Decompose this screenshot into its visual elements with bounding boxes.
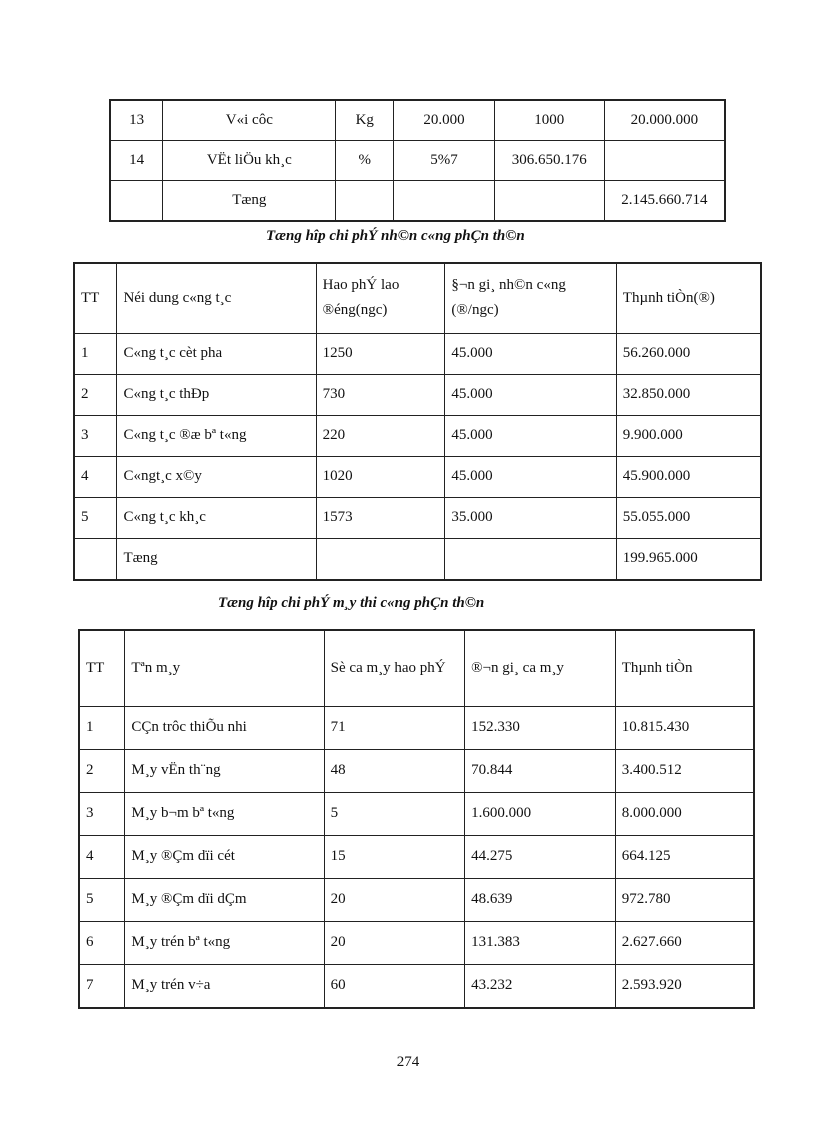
table-cell: 972.780 — [615, 878, 754, 921]
table-cell: 1020 — [316, 456, 445, 497]
page-number: 274 — [396, 1054, 420, 1070]
table-cell: 13 — [110, 100, 163, 141]
table-cell: V«i côc — [163, 100, 336, 141]
materials-table-continued — [109, 99, 726, 222]
table-cell: Tæng — [117, 538, 316, 580]
labor-cost-table-body — [74, 263, 761, 580]
machine-cost-table-body — [79, 630, 754, 1008]
table-cell: 1 — [74, 333, 117, 374]
table-row — [74, 333, 761, 374]
table-cell: 199.965.000 — [616, 538, 761, 580]
machine-cost-caption: Tæng hîp chi phÝ m¸y thi c«ng phÇn th©n — [218, 595, 485, 611]
table-cell: C«ng t¸c kh¸c — [117, 497, 316, 538]
table-cell: 10.815.430 — [615, 706, 754, 749]
materials-table-body — [110, 100, 725, 221]
table-header-cell: TT — [74, 263, 117, 333]
table-cell — [604, 141, 725, 181]
table-row — [79, 878, 754, 921]
table-cell: 1 — [79, 706, 125, 749]
table-cell: 71 — [324, 706, 464, 749]
table-cell — [110, 181, 163, 222]
table-cell: 3 — [79, 792, 125, 835]
table-cell — [394, 181, 495, 222]
table-cell: C«ng t¸c cèt pha — [117, 333, 316, 374]
table-header-cell: Néi dung c«ng t¸c — [117, 263, 316, 333]
table-cell: M¸y trén v÷a — [125, 964, 324, 1008]
table-cell: 664.125 — [615, 835, 754, 878]
table-cell: C«ng t¸c thÐp — [117, 374, 316, 415]
table-cell: 32.850.000 — [616, 374, 761, 415]
table-cell: M¸y ®Çm dïi cét — [125, 835, 324, 878]
table-cell: 5 — [74, 497, 117, 538]
table-cell: 48 — [324, 749, 464, 792]
table-cell: 20.000.000 — [604, 100, 725, 141]
table-cell — [74, 538, 117, 580]
table-header-row — [74, 263, 761, 333]
table-cell: 5 — [324, 792, 464, 835]
table-header-cell: Hao phÝ lao ®éng(ngc) — [316, 263, 445, 333]
table-header-cell: ®¬n gi¸ ca m¸y — [465, 630, 616, 706]
table-cell: 45.000 — [445, 415, 616, 456]
table-cell: 56.260.000 — [616, 333, 761, 374]
table-cell: M¸y trén bª t«ng — [125, 921, 324, 964]
table-cell: 8.000.000 — [615, 792, 754, 835]
table-cell: 5%7 — [394, 141, 495, 181]
table-cell: 2 — [79, 749, 125, 792]
table-cell: 14 — [110, 141, 163, 181]
table-cell: 15 — [324, 835, 464, 878]
table-cell — [494, 181, 604, 222]
table-row — [74, 538, 761, 580]
table-cell: 1.600.000 — [465, 792, 616, 835]
table-cell: 44.275 — [465, 835, 616, 878]
table-cell: 20 — [324, 878, 464, 921]
table-cell: M¸y b¬m bª t«ng — [125, 792, 324, 835]
table-cell: Kg — [336, 100, 394, 141]
table-cell: 131.383 — [465, 921, 616, 964]
table-cell: 220 — [316, 415, 445, 456]
table-cell: 43.232 — [465, 964, 616, 1008]
table-cell — [316, 538, 445, 580]
table-row — [79, 964, 754, 1008]
table-row — [110, 100, 725, 141]
table-row — [74, 415, 761, 456]
table-row — [79, 749, 754, 792]
table-header-cell: TT — [79, 630, 125, 706]
table-row — [79, 921, 754, 964]
table-row — [110, 181, 725, 222]
table-cell — [445, 538, 616, 580]
labor-cost-table — [73, 262, 762, 581]
table-cell: 2.593.920 — [615, 964, 754, 1008]
table-cell: 20 — [324, 921, 464, 964]
table-header-cell: Sè ca m¸y hao phÝ — [324, 630, 464, 706]
table-cell: 306.650.176 — [494, 141, 604, 181]
table-cell: 2.627.660 — [615, 921, 754, 964]
table-cell: 35.000 — [445, 497, 616, 538]
table-cell: 5 — [79, 878, 125, 921]
table-header-cell: Thµnh tiÒn(®) — [616, 263, 761, 333]
table-cell: 48.639 — [465, 878, 616, 921]
table-row — [79, 792, 754, 835]
table-cell: 7 — [79, 964, 125, 1008]
table-cell: 2.145.660.714 — [604, 181, 725, 222]
table-cell: 45.900.000 — [616, 456, 761, 497]
table-cell: C«ng t¸c ®æ bª t«ng — [117, 415, 316, 456]
table-row — [79, 706, 754, 749]
table-cell: CÇn trôc thiÕu nhi — [125, 706, 324, 749]
table-cell: 2 — [74, 374, 117, 415]
table-cell: Tæng — [163, 181, 336, 222]
table-cell: 1000 — [494, 100, 604, 141]
table-cell: 4 — [74, 456, 117, 497]
table-header-row — [79, 630, 754, 706]
table-cell: 70.844 — [465, 749, 616, 792]
table-cell: M¸y vËn th¨ng — [125, 749, 324, 792]
table-cell: 9.900.000 — [616, 415, 761, 456]
table-cell: 1250 — [316, 333, 445, 374]
table-cell: 152.330 — [465, 706, 616, 749]
table-cell: VËt liÖu kh¸c — [163, 141, 336, 181]
table-cell: 3.400.512 — [615, 749, 754, 792]
table-cell: 3 — [74, 415, 117, 456]
table-header-cell: §¬n gi¸ nh©n c«ng (®/ngc) — [445, 263, 616, 333]
table-cell: 55.055.000 — [616, 497, 761, 538]
table-cell: 4 — [79, 835, 125, 878]
table-header-cell: Thµnh tiÒn — [615, 630, 754, 706]
table-header-cell: Tªn m¸y — [125, 630, 324, 706]
table-cell: 45.000 — [445, 456, 616, 497]
table-cell: 730 — [316, 374, 445, 415]
table-cell: 1573 — [316, 497, 445, 538]
labor-cost-caption: Tæng hîp chi phÝ nh©n c«ng phÇn th©n — [266, 228, 525, 244]
table-cell: M¸y ®Çm dïi dÇm — [125, 878, 324, 921]
table-row — [79, 835, 754, 878]
table-cell — [336, 181, 394, 222]
machine-cost-table — [78, 629, 755, 1009]
table-row — [74, 497, 761, 538]
table-cell: 45.000 — [445, 374, 616, 415]
table-cell: 45.000 — [445, 333, 616, 374]
table-cell: 60 — [324, 964, 464, 1008]
table-cell: % — [336, 141, 394, 181]
table-row — [110, 141, 725, 181]
table-row — [74, 456, 761, 497]
table-cell: 20.000 — [394, 100, 495, 141]
table-cell: C«ngt¸c x©y — [117, 456, 316, 497]
table-cell: 6 — [79, 921, 125, 964]
table-row — [74, 374, 761, 415]
